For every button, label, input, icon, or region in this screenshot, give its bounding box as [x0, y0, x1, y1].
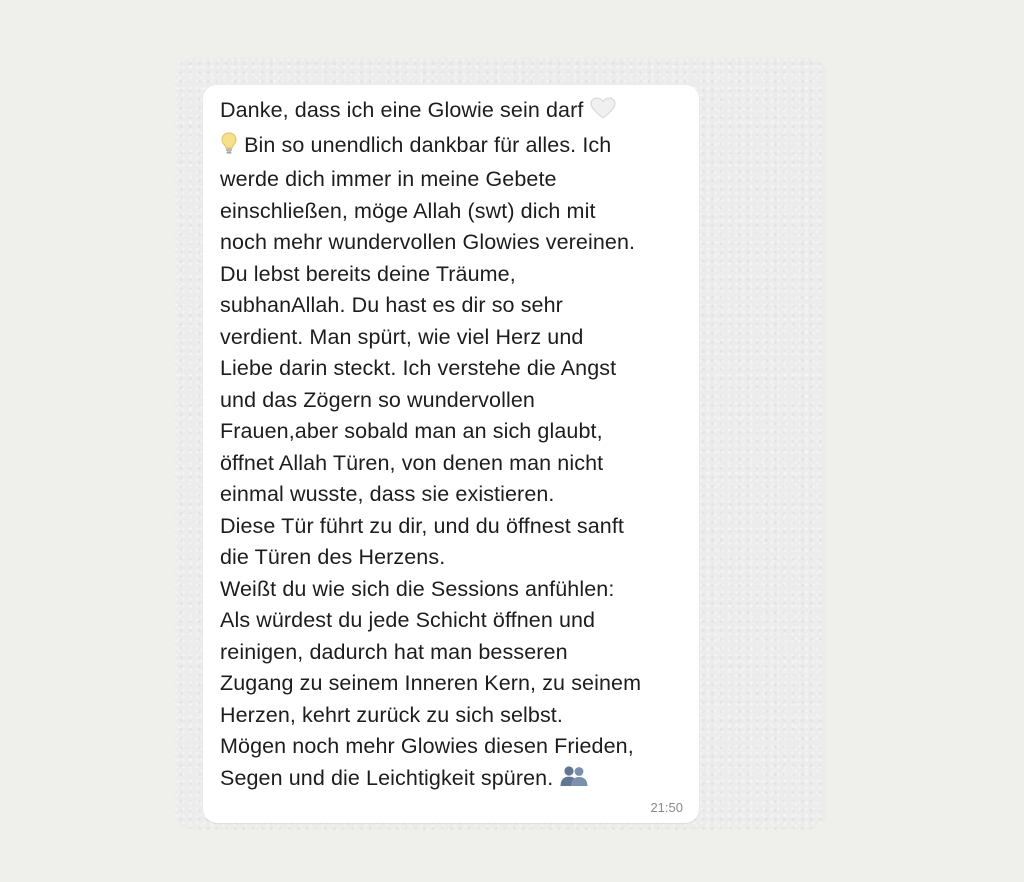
message-line: noch mehr wundervollen Glowies vereinen.	[220, 230, 636, 254]
message-line: öffnet Allah Türen, von denen man nicht	[220, 450, 604, 475]
message-line: Zugang zu seinem Inneren Kern, zu seinem	[220, 671, 642, 695]
message-line: Segen und die Leichtigkeit spüren.	[220, 765, 554, 790]
message-timestamp: 21:50	[650, 800, 683, 815]
message-line: reinigen, dadurch hat man besseren	[220, 639, 568, 664]
people-silhouette-icon	[559, 764, 589, 798]
message-line: verdient. Man spürt, wie viel Herz und	[220, 324, 584, 349]
message-bubble[interactable]	[203, 85, 699, 823]
message-text	[220, 95, 695, 797]
message-line: einschließen, möge Allah (swt) dich mit	[220, 198, 596, 223]
message-line: und das Zögern so wundervollen	[220, 387, 535, 412]
message-line: Als würdest du jede Schicht öffnen und	[220, 608, 596, 632]
message-line: Liebe darin steckt. Ich verstehe die Angst	[220, 356, 617, 380]
message-line: die Türen des Herzens.	[220, 545, 446, 569]
message-line: Danke, dass ich eine Glowie sein darf	[220, 98, 584, 122]
white-heart-icon	[590, 97, 616, 130]
message-line: werde dich immer in meine Gebete	[220, 167, 557, 191]
message-line: Diese Tür führt zu dir, und du öffnest sanft	[220, 513, 624, 538]
message-line: Weißt du wie sich die Sessions anfühlen:	[220, 576, 615, 601]
message-line: einmal wusste, dass sie existieren.	[220, 482, 555, 506]
message-line: Mögen noch mehr Glowies diesen Frieden,	[220, 734, 634, 758]
message-line: Herzen, kehrt zurück zu sich selbst.	[220, 702, 563, 727]
light-bulb-icon	[220, 131, 238, 165]
message-line: subhanAllah. Du hast es dir so sehr	[220, 293, 563, 317]
message-line: Du lebst bereits deine Träume,	[220, 261, 516, 286]
message-line: Bin so unendlich dankbar für alles. Ich	[244, 132, 612, 157]
message-line: Frauen,aber sobald man an sich glaubt,	[220, 419, 603, 443]
